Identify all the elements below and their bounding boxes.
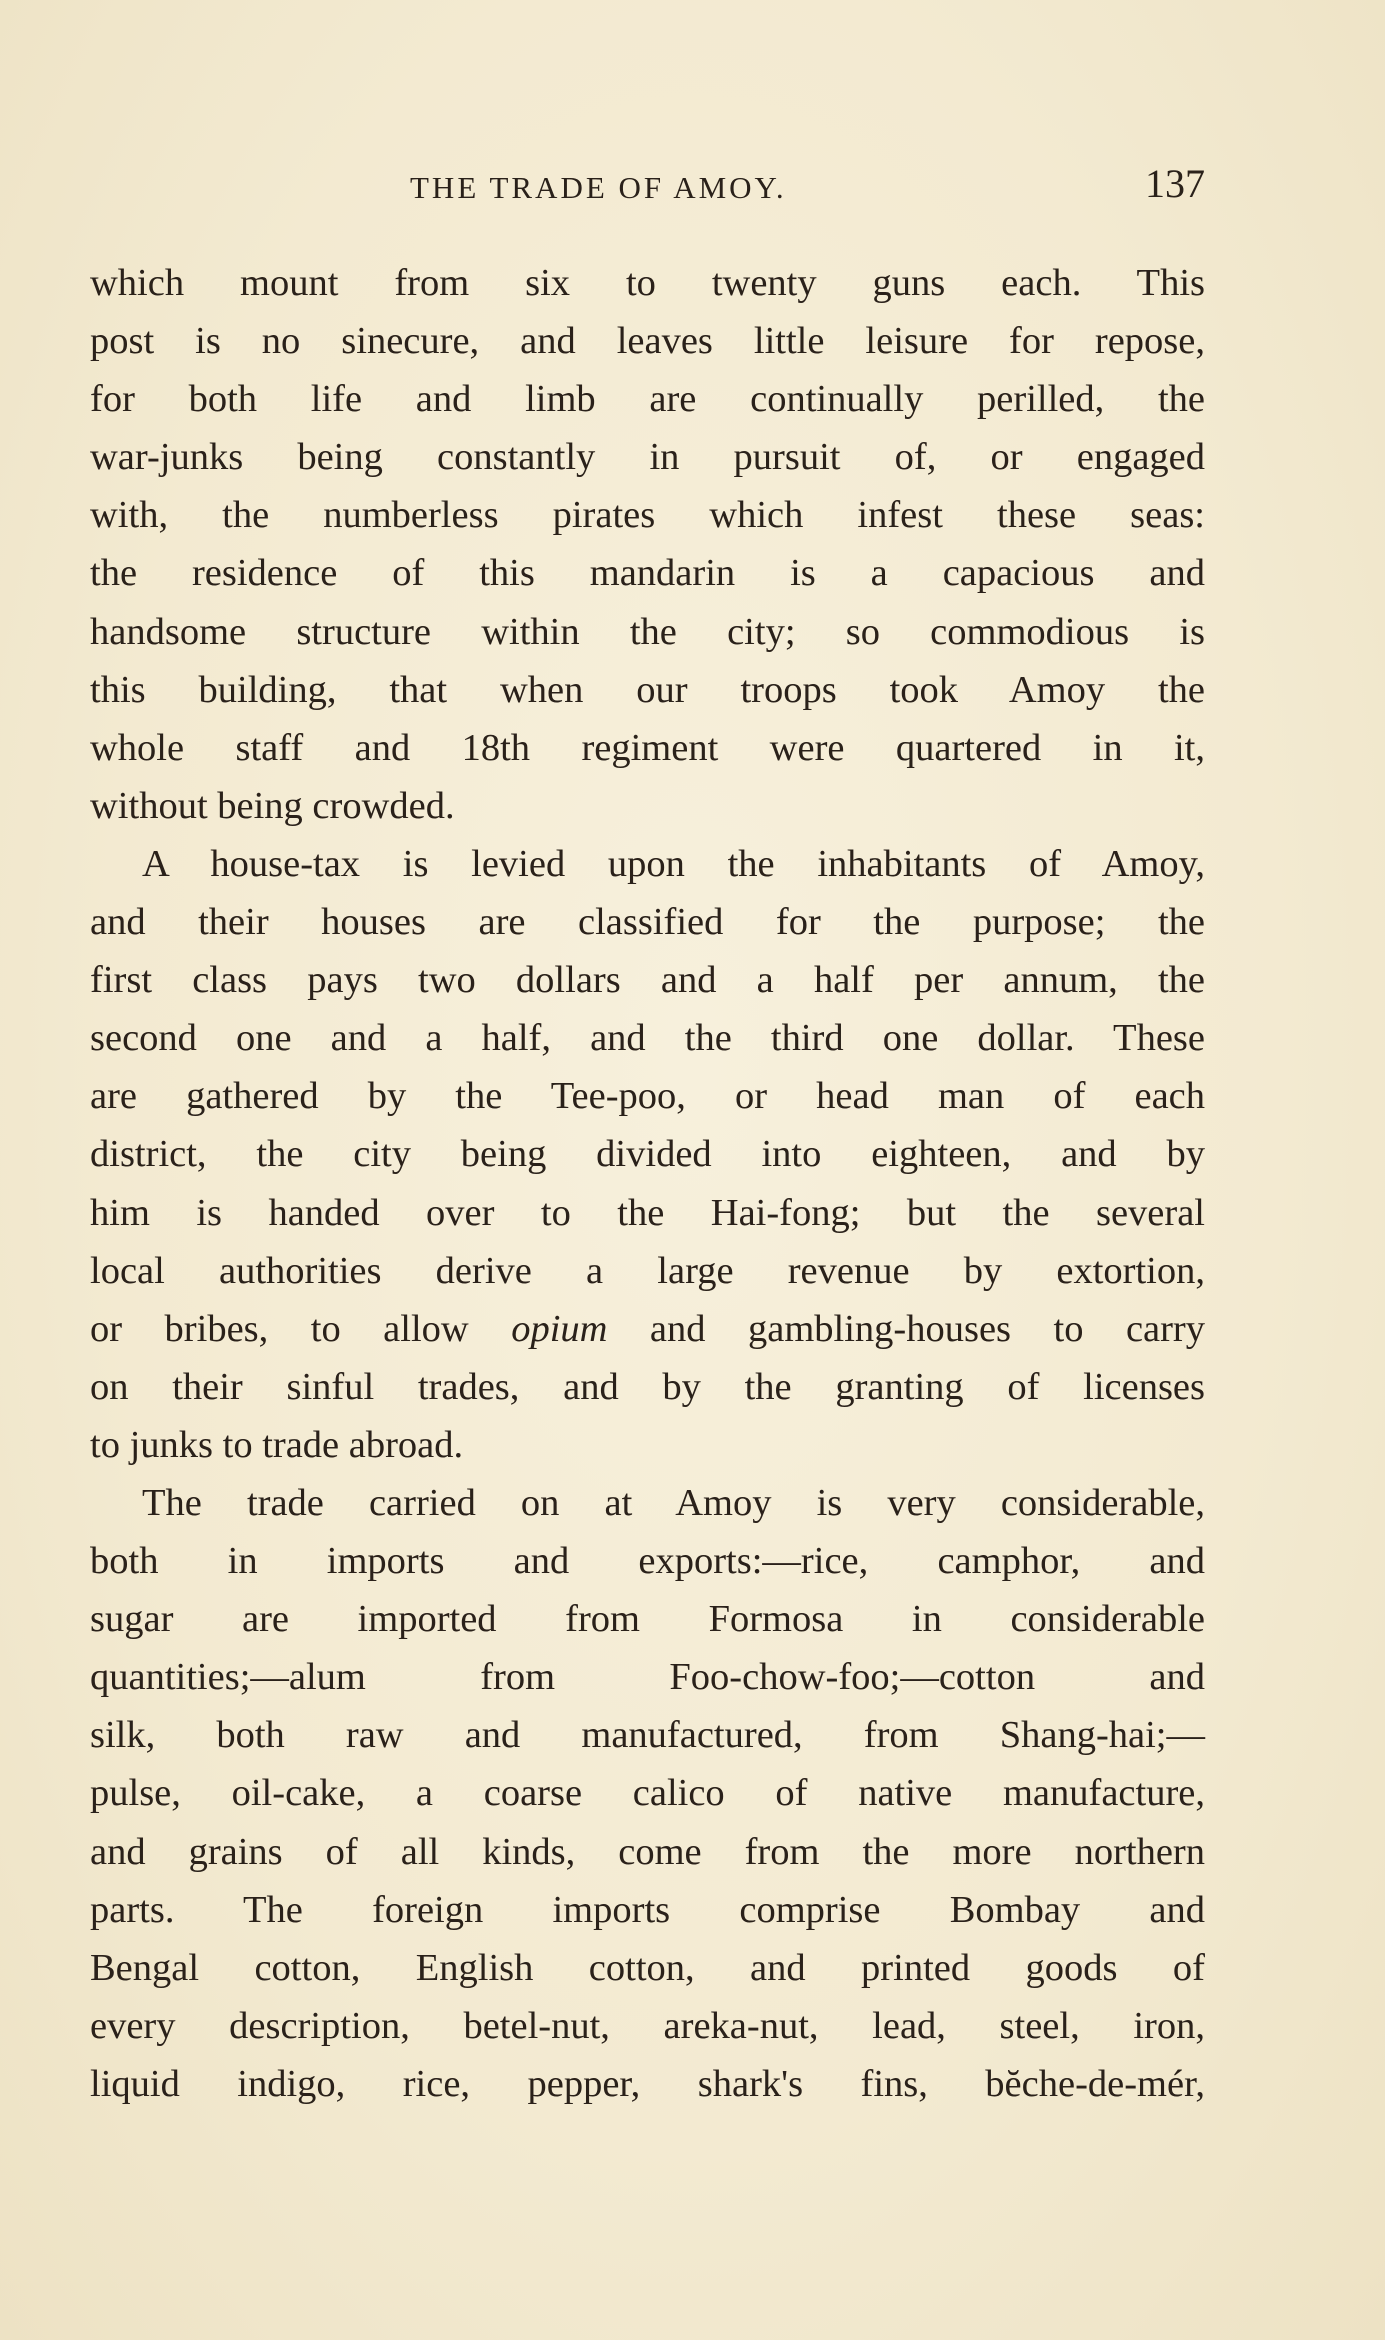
text-line: first class pays two dollars and a half per annum, the: [90, 959, 1205, 1002]
text-line: liquid indigo, rice, pepper, shark's fins, bĕche-de-mér,: [90, 2062, 1205, 2105]
text-line: for both life and limb are continually perilled, the: [90, 378, 1205, 421]
text-line: war-junks being constantly in pursuit of, or engaged: [90, 436, 1205, 479]
text-line: The trade carried on at Amoy is very considerable,: [142, 1481, 1205, 1524]
italic-word: opium: [511, 1307, 608, 1350]
page-number: 137: [1145, 161, 1205, 206]
text-line: are gathered by the Tee-poo, or head man of each: [90, 1075, 1205, 1118]
text-line: with, the numberless pirates which infest these seas:: [90, 494, 1205, 537]
text-line: second one and a half, and the third one dollar. These: [90, 1017, 1205, 1060]
text-line: A house-tax is levied upon the inhabitants of Amoy,: [142, 842, 1205, 885]
text-line: him is handed over to the Hai-fong; but the several: [90, 1191, 1205, 1234]
text-line: and grains of all kinds, come from the more northern: [90, 1830, 1205, 1873]
text-line: the residence of this mandarin is a capacious and: [90, 552, 1205, 595]
text-line-with-italic: [90, 1300, 1205, 1358]
body-text: [90, 254, 1205, 2113]
text-line: handsome structure within the city; so commodious is: [90, 610, 1205, 653]
text-segment: and gambling-houses to carry: [607, 1307, 1206, 1350]
text-line: this building, that when our troops took Amoy the: [90, 668, 1205, 711]
text-line: parts. The foreign imports comprise Bombay and: [90, 1888, 1205, 1931]
text-line: and their houses are classified for the purpose; the: [90, 901, 1205, 944]
text-line: pulse, oil-cake, a coarse calico of native manufacture,: [90, 1772, 1205, 1815]
text-segment: or bribes, to allow: [90, 1307, 512, 1350]
text-line: which mount from six to twenty guns each. This: [90, 262, 1205, 304]
running-head: [90, 160, 1205, 210]
text-line: Bengal cotton, English cotton, and printed goods of: [90, 1946, 1205, 1989]
text-line: on their sinful trades, and by the granting of licenses: [90, 1365, 1205, 1408]
text-line: sugar are imported from Formosa in considerable: [90, 1598, 1205, 1641]
text-line: silk, both raw and manufactured, from Shang-hai;—: [90, 1714, 1205, 1757]
text-line: quantities;—alum from Foo-chow-foo;—cotton and: [90, 1656, 1205, 1699]
text-line: both in imports and exports:—rice, camphor, and: [90, 1540, 1205, 1583]
running-title: THE TRADE OF AMOY.: [410, 170, 787, 205]
text-line: post is no sinecure, and leaves little leisure for repose,: [90, 320, 1205, 363]
text-line: local authorities derive a large revenue by extortion,: [90, 1249, 1205, 1292]
text-line: whole staff and 18th regiment were quartered in it,: [90, 726, 1205, 769]
text-line: district, the city being divided into eighteen, and by: [90, 1133, 1205, 1176]
text-line: without being crowded.: [90, 784, 455, 827]
text-line: to junks to trade abroad.: [90, 1423, 464, 1466]
text-line: every description, betel-nut, areka-nut, lead, steel, iron,: [90, 2004, 1205, 2047]
